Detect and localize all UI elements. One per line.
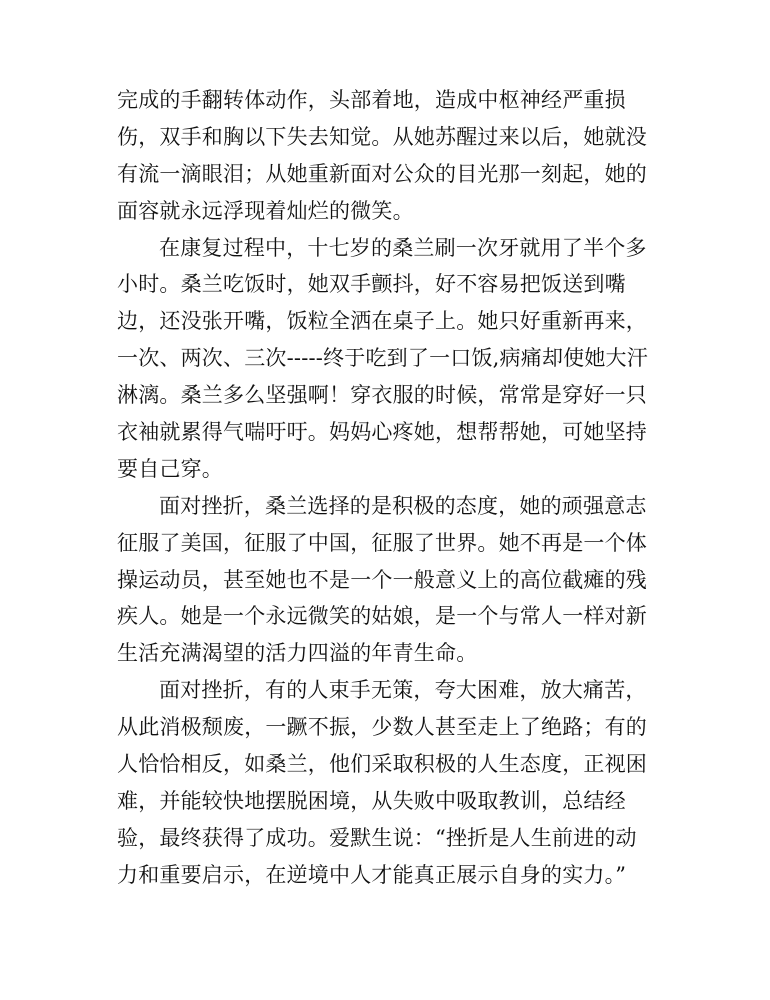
text-line: 有流一滴眼泪；从她重新面对公众的目光那一刻起，她的 <box>117 161 647 186</box>
paragraph-4 <box>117 672 657 893</box>
text-line: 操运动员，甚至她也不是一个一般意义上的高位截瘫的残 <box>117 567 647 592</box>
paragraph-2 <box>117 230 657 488</box>
text-line: 边，还没张开嘴，饭粒全洒在桌子上。她只好重新再来， <box>117 309 647 334</box>
paragraph-1 <box>117 82 657 230</box>
text-line: 生活充满渴望的活力四溢的年青生命。 <box>117 641 478 666</box>
text-line: 面容就永远浮现着灿烂的微笑。 <box>117 198 414 223</box>
document-body <box>117 82 657 894</box>
text-line: 小时。桑兰吃饭时，她双手颤抖，好不容易把饭送到嘴 <box>117 272 626 297</box>
text-line: 一次、两次、三次-----终于吃到了一口饭,病痛却使她大汗 <box>117 346 648 371</box>
text-line: 从此消极颓废，一蹶不振，少数人甚至走上了绝路；有的 <box>117 715 647 740</box>
text-line: 难，并能较快地摆脱困境，从失败中吸取教训，总结经 <box>117 788 626 813</box>
text-line: 伤，双手和胸以下失去知觉。从她苏醒过来以后，她就没 <box>117 124 647 149</box>
text-line: 在康复过程中，十七岁的桑兰刷一次牙就用了半个多 <box>159 235 647 260</box>
paragraph-3 <box>117 488 657 672</box>
text-line: 力和重要启示，在逆境中人才能真正展示自身的实力。” <box>117 862 627 887</box>
text-line: 要自己穿。 <box>117 456 223 481</box>
text-line: 完成的手翻转体动作，头部着地，造成中枢神经严重损 <box>117 88 626 112</box>
text-line: 征服了美国，征服了中国，征服了世界。她不再是一个体 <box>117 530 647 555</box>
text-line: 疾人。她是一个永远微笑的姑娘，是一个与常人一样对新 <box>117 604 647 629</box>
text-line: 淋漓。桑兰多么坚强啊！穿衣服的时候，常常是穿好一只 <box>117 383 647 408</box>
text-line: 验，最终获得了成功。爱默生说：“挫折是人生前进的动 <box>117 825 637 850</box>
text-line: 人恰恰相反，如桑兰，他们采取积极的人生态度，正视困 <box>117 752 647 777</box>
text-line: 衣袖就累得气喘吁吁。妈妈心疼她，想帮帮她，可她坚持 <box>117 420 647 445</box>
text-line: 面对挫折，桑兰选择的是积极的态度，她的顽强意志 <box>159 493 647 518</box>
text-line: 面对挫折，有的人束手无策，夸大困难，放大痛苦， <box>159 678 647 703</box>
